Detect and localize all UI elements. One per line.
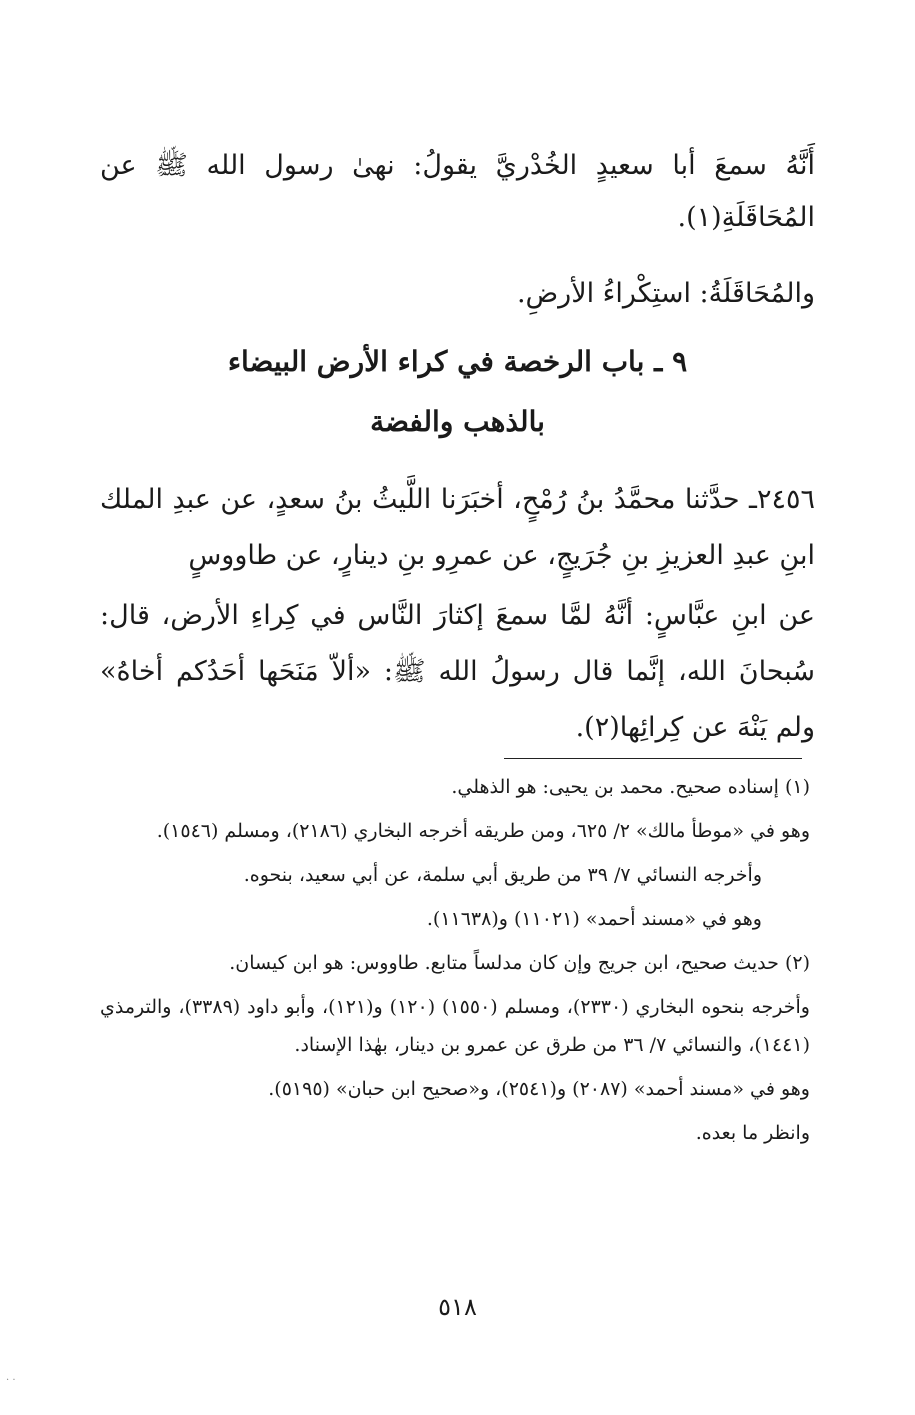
footnote-line: (٢) حديث صحيح، ابن جريج وإن كان مدلساً متابع. طاووس: هو ابن كيسان. [229, 952, 810, 974]
margin-mark: . . [6, 1372, 16, 1383]
footnote-line: وأخرجه النسائي ٧/ ٣٩ من طريق أبي سلمة، عن أبي سعيد، بنحوه. [243, 864, 762, 886]
page-number: ٥١٨ [438, 1293, 477, 1321]
footnote-line: (١) إسناده صحيح. محمد بن يحيى: هو الذهلي. [451, 776, 810, 798]
footnotes [100, 768, 810, 1158]
footnote-line: وهو في «مسند أحمد» (١١٠٢١) و(١١٦٣٨). [426, 908, 762, 930]
chapter-heading-line-2: بالذهب والفضة [370, 405, 545, 438]
footnote-line: وانظر ما بعده. [695, 1122, 810, 1144]
hadith-matn-paragraph: عن ابنِ عبَّاسٍ: أنَّهُ لمَّا سمعَ إكثارَ النَّاس في كِراءِ الأرض، قال: سُبحانَ الله، إنَّما قال رسولُ الله ﷺ: «ألاّ مَنَحَها أحَدُكم أخاهُ» ولم يَنْهَ عن كِرائِها(٢). [100, 600, 815, 743]
footnote-divider [504, 758, 802, 759]
chapter-heading-line-1: ٩ ـ باب الرخصة في كراء الأرض البيضاء [227, 345, 688, 378]
hadith-continuation-paragraph: أَنَّهُ سمعَ أبا سعيدٍ الخُدْريَّ يقولُ: نهىٰ رسول الله ﷺ عن المُحَاقَلَةِ(١). [100, 150, 815, 233]
footnote-line: وهو في «موطأ مالك» ٢/ ٦٢٥، ومن طريقه أخرجه البخاري (٢١٨٦)، ومسلم (١٥٤٦). [156, 820, 810, 842]
footnote-line: وهو في «مسند أحمد» (٢٠٨٧) و(٢٥٤١)، و«صحيح ابن حبان» (٥١٩٥). [268, 1078, 810, 1100]
hadith-isnad-paragraph: ٢٤٥٦ـ حدَّثنا محمَّدُ بنُ رُمْحٍ، أخبَرَنا اللَّيثُ بنُ سعدٍ، عن عبدِ الملك ابنِ عبدِ العزيزِ بنِ جُرَيجٍ، عن عمرِو بنِ دينارٍ، عن طاووسٍ [100, 484, 815, 571]
footnote-line: وأخرجه بنحوه البخاري (٢٣٣٠)، ومسلم (١٥٥٠) (١٢٠) و(١٢١)، وأبو داود (٣٣٨٩)، والترمذي (١٤٤١)، والنسائي ٧/ ٣٦ من طرق عن عمرو بن دينار، بهٰذا الإسناد. [100, 996, 810, 1056]
definition-paragraph: والمُحَاقَلَةُ: استِكْراءُ الأرضِ. [516, 278, 815, 309]
